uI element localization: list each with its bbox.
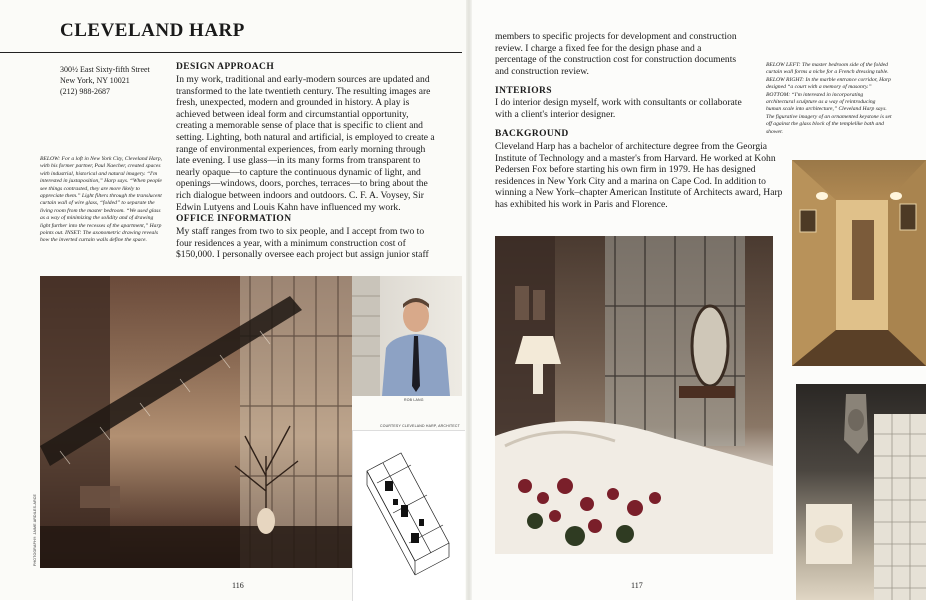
address-city: New York, NY 10021: [60, 76, 130, 85]
title-rule: [0, 52, 462, 53]
portrait-credit: ROB LANG: [404, 398, 424, 402]
background-heading: BACKGROUND: [495, 129, 569, 139]
bath-photo: [796, 384, 926, 600]
background-text: Cleveland Harp has a bachelor of architecture degree from the Georgia Institute of Technology and a master's from Harvard. He worked at Kohn Pedersen Fox before starting his own firm in 1979. He has designed residences in New York City and a marina on Cape Cod. In addition to winning a New York–chapter American Institute of Architects award, Harp has exhibited his work in Paris and Florence.: [495, 141, 783, 210]
portrait-illustration: [352, 276, 462, 396]
loft-photo: [40, 276, 352, 568]
right-caption: BELOW LEFT: The master bedroom side of the folded curtain wall forms a niche for a French dressing table. BELOW RIGHT: In the marble entrance corridor, Harp designed “a court with a memory of masonry.” BOTTOM: “I'm interested in incorporating architectural sculpture as a way of reintroducing human scale into architecture,” Cleveland Harp says. The figurative imagery of an ornamented keystone is set off against the glass block of the templelike bath and shower.: [766, 62, 892, 135]
left-caption: BELOW: For a loft in New York City, Cleveland Harp, with his former partner, Paul Naecher, created spaces with industrial, historical and natural imagery. “I'm interested in juxtaposition,” Harp says. “When people see things contrasted, they are more likely to appreciate them.” Light filters through the translucent curtain wall of wire glass, “folded” to separate the living room from the master bedroom. “We used glass as a way of minimizing the solidity and of drawing light further into the recesses of the apartment,” Harp points out. INSET: The axonometric drawing reveals how the inverted curtain walls define the space.: [40, 156, 163, 244]
bath-illustration: [796, 384, 926, 600]
interiors-heading: INTERIORS: [495, 86, 552, 96]
photo-credit: PHOTOGRAPHY: JAIME ARDILES-ARCE: [33, 493, 37, 566]
page-number-right: 117: [631, 581, 643, 590]
axonometric-illustration: [353, 431, 465, 601]
drawing-credit: COURTESY CLEVELAND HARP, ARCHITECT: [380, 424, 460, 428]
corridor-photo: [792, 160, 926, 366]
office-information-heading: OFFICE INFORMATION: [176, 214, 292, 224]
axonometric-drawing: [352, 430, 465, 601]
corridor-illustration: [792, 160, 926, 366]
address-phone: (212) 988-2687: [60, 87, 110, 96]
bedroom-photo: [495, 236, 773, 554]
design-approach-text: In my work, traditional and early-modern sources are updated and transformed to the late twentieth century. The resulting images are fresh, unexpected, modern and grounded in history. A play is achieved between ideal form and circumstantial opportunity, creating a memorable sense of place that is specific to client and setting. Lighting, both natural and artificial, is employed to create a range of environmental experiences, from early morning through late evening. I use glass—in its many forms from transparent to nearly opaque—to capture the continuous dynamic of light, and openings—windows, doors, porches, terraces—to bring about the rich dialogue between indoors and outdoors. C. F. A. Voysey, Sir Edwin Lutyens and Louis Kahn have influenced my work.: [176, 74, 435, 213]
portrait-photo: [352, 276, 462, 396]
page-number-left: 116: [232, 581, 244, 590]
continued-text: members to specific projects for development and construction review. I charge a fixed fee for the design phase and a percentage of the construction cost for construction documents and construction review.: [495, 31, 737, 77]
loft-illustration: [40, 276, 352, 568]
page-gutter: [466, 0, 472, 600]
office-information-text: My staff ranges from two to six people, and I accept from two to four residences a year, with a minimum construction cost of $150,000. I personally oversee each project but assign junior staff: [176, 226, 429, 261]
design-approach-heading: DESIGN APPROACH: [176, 62, 275, 72]
contact-address: [60, 64, 150, 97]
page-title: CLEVELAND HARP: [60, 20, 245, 41]
bedroom-illustration: [495, 236, 773, 554]
interiors-text: I do interior design myself, work with consultants or collaborate with a client's interior designer.: [495, 97, 742, 120]
address-street: 300½ East Sixty-fifth Street: [60, 65, 150, 74]
